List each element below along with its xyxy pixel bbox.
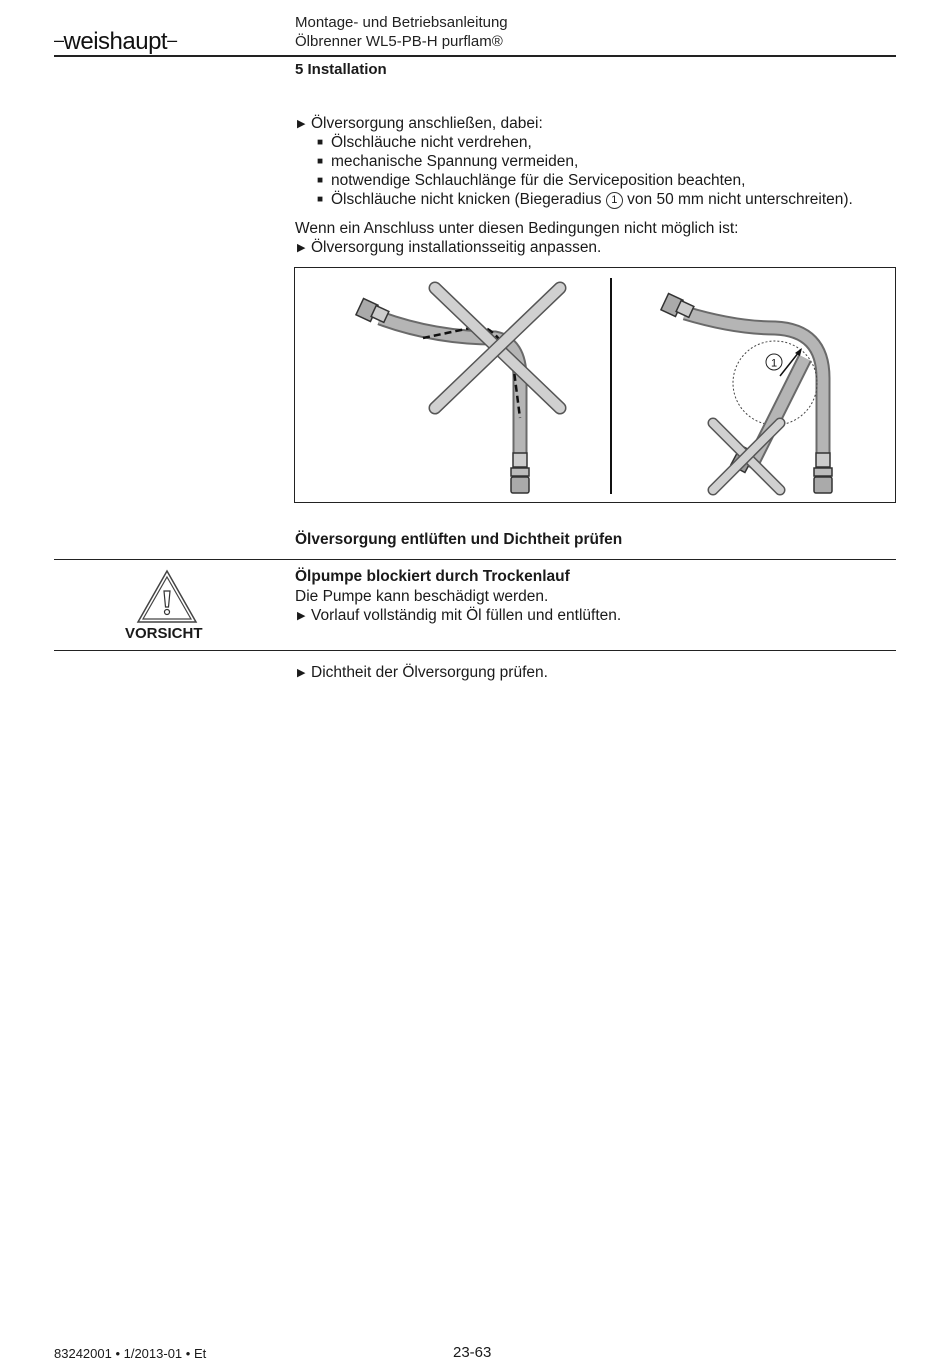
list-item [317, 152, 578, 173]
warning-text: Die Pumpe kann beschädigt werden. [295, 588, 549, 605]
bullet-icon: ■ [317, 156, 324, 167]
warning-rule-bottom [54, 650, 896, 651]
step-arrow-icon: ▶ [297, 610, 306, 622]
hose-illustration [295, 268, 895, 502]
step-adapt [297, 238, 601, 259]
list-item-text: von 50 mm nicht unterschreiten). [627, 191, 853, 208]
header-rule [54, 55, 896, 57]
section-title: 5 Installation [295, 61, 387, 78]
warning-step [297, 606, 621, 627]
callout-number: 1 [606, 192, 623, 209]
bullet-icon: ■ [317, 175, 324, 186]
warning-step-text: Vorlauf vollständig mit Öl füllen und entlüften. [311, 607, 622, 624]
kinked-hose-wrong [356, 288, 560, 493]
step-arrow-icon: ▶ [297, 242, 306, 254]
list-item [317, 171, 745, 192]
list-item [317, 190, 853, 211]
product-title: Ölbrenner WL5-PB-H purflam® [295, 33, 503, 50]
page-number: 23-63 [453, 1344, 492, 1361]
warning-title: Ölpumpe blockiert durch Trockenlauf [295, 568, 570, 585]
warning-rule-top [54, 559, 896, 560]
list-item [317, 133, 532, 154]
list-item-text: Ölschläuche nicht knicken (Biegeradius [331, 191, 602, 208]
warning-triangle-icon [136, 569, 198, 625]
bullet-icon: ■ [317, 137, 324, 148]
step-arrow-icon: ▶ [297, 118, 306, 130]
bullet-icon: ■ [317, 194, 324, 205]
weishaupt-logo: –weishaupt– [54, 28, 177, 55]
logo-text: weishaupt [63, 28, 168, 55]
step-check-leak [297, 663, 548, 684]
hose-figure [294, 267, 896, 503]
vent-heading: Ölversorgung entlüften und Dichtheit prüfen [295, 531, 623, 548]
list-item-text: notwendige Schlauchlänge für die Serviceposition beachten, [331, 172, 746, 189]
step-connect [297, 114, 543, 135]
step-check-leak-text: Dichtheit der Ölversorgung prüfen. [311, 664, 548, 681]
warning-label: VORSICHT [125, 625, 203, 642]
step-arrow-icon: ▶ [297, 667, 306, 679]
manual-title: Montage- und Betriebsanleitung [295, 14, 508, 31]
figure-callout: 1 [770, 357, 778, 370]
list-item-text: Ölschläuche nicht verdrehen, [331, 134, 532, 151]
document-code: 83242001 • 1/2013-01 • Et [54, 1346, 207, 1361]
bent-hose-correct [661, 293, 832, 493]
list-item-text: mechanische Spannung vermeiden, [331, 153, 579, 170]
step-connect-text: Ölversorgung anschließen, dabei: [311, 115, 543, 132]
step-adapt-text: Ölversorgung installationsseitig anpassen. [311, 239, 602, 256]
condition-text: Wenn ein Anschluss unter diesen Bedingungen nicht möglich ist: [295, 220, 739, 237]
